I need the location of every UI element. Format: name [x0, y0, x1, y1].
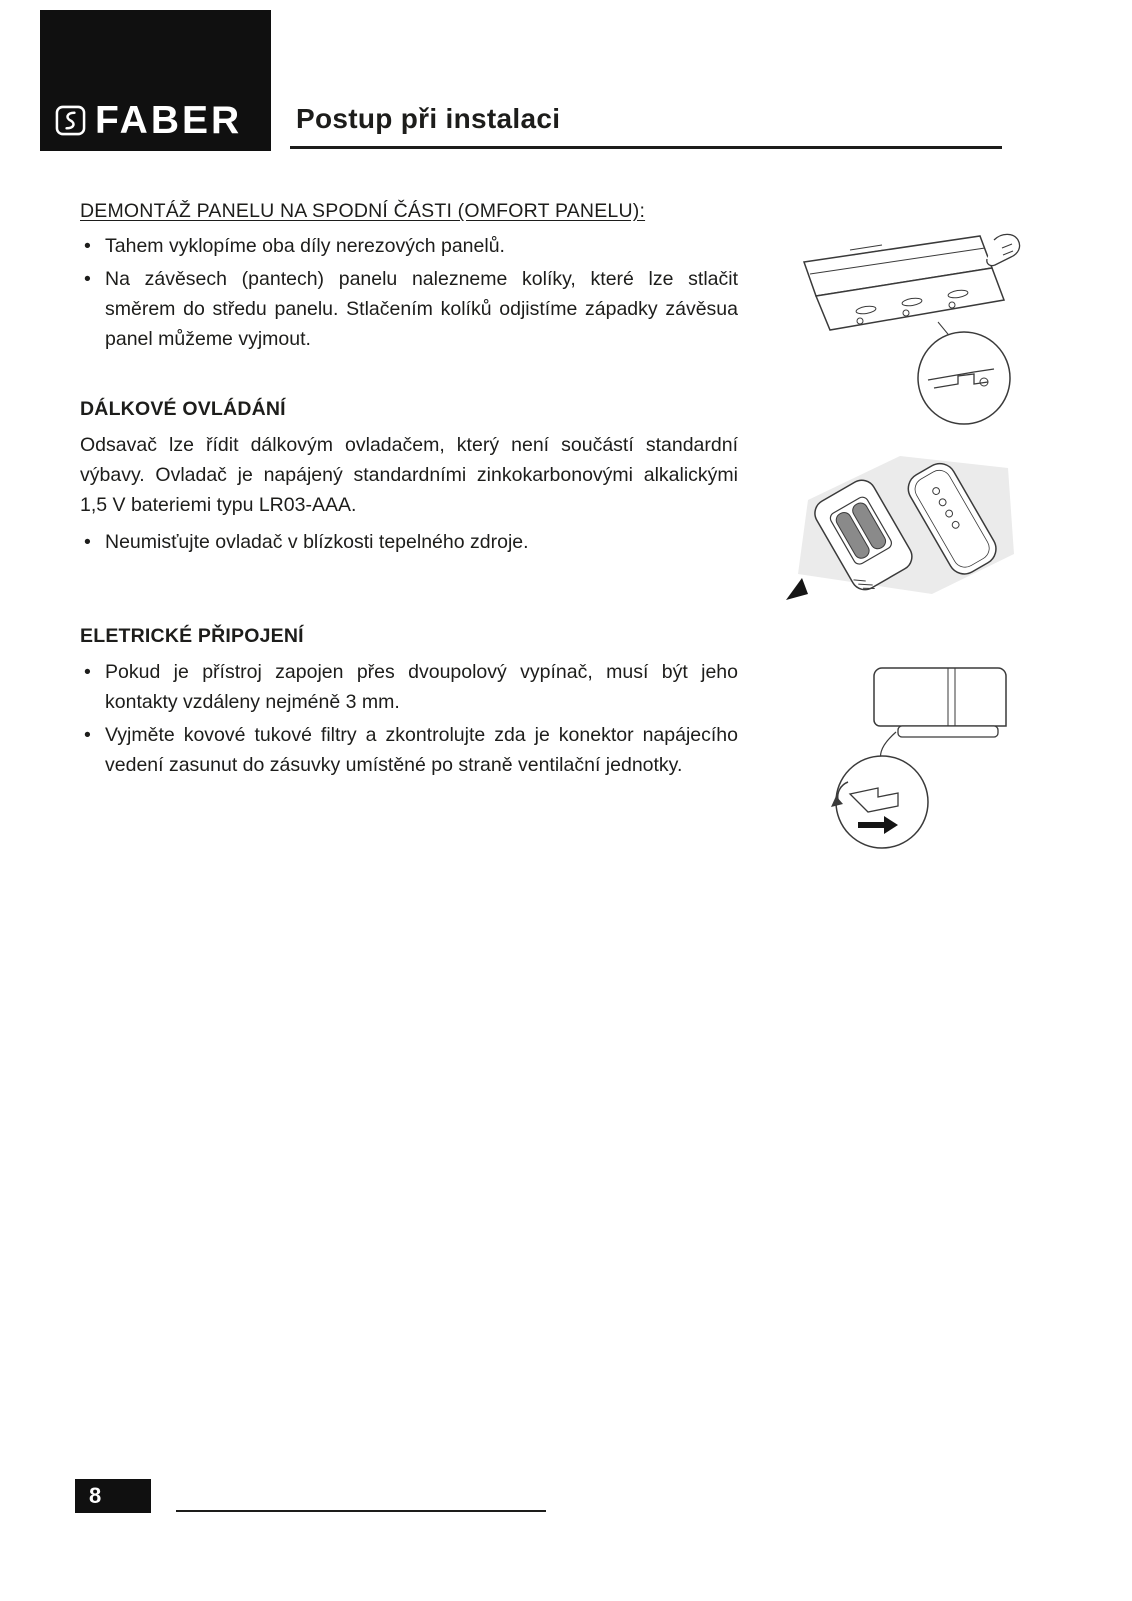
header-rule	[290, 146, 1002, 149]
bullet-text: Na závěsech (pantech) panelu nalezneme kolíky, které lze stlačit směrem do středu panelu. Stlačením kolíků odjistíme západky závěsua panel můžeme vyjmout.	[105, 268, 738, 350]
bullet-item	[80, 264, 738, 354]
section-heading-electrical-connection: ELETRICKÉ PŘIPOJENÍ	[80, 625, 304, 647]
page-number: 8	[89, 1483, 102, 1508]
page-number-box	[75, 1479, 151, 1513]
footer-rule	[176, 1510, 546, 1512]
bullet-marker: •	[84, 268, 91, 290]
faber-logo-icon	[55, 105, 86, 136]
bullet-item	[80, 231, 738, 261]
section-panel-removal	[80, 196, 738, 354]
section-remote-control	[80, 394, 738, 557]
bullet-text: Pokud je přístroj zapojen přes dvoupolový vypínač, musí být jeho kontakty vzdáleny nejméně 3 mm.	[105, 661, 738, 713]
bullet-marker: •	[84, 661, 91, 683]
figure-hood-panel	[788, 222, 1026, 427]
bullet-text: Tahem vyklopíme oba díly nerezových panelů.	[105, 235, 505, 257]
bullet-text: Neumisťujte ovladač v blízkosti tepelného zdroje.	[105, 531, 529, 553]
section-heading-remote-control: DÁLKOVÉ OVLÁDÁNÍ	[80, 398, 286, 420]
hood-panel-illustration	[788, 222, 1026, 427]
section-electrical-connection	[80, 621, 738, 780]
figure-electrical-connection	[812, 662, 1027, 852]
figure-remote-control	[772, 442, 1020, 612]
section-heading-panel-removal: DEMONTÁŽ PANELU NA SPODNÍ ČÁSTI (OMFORT PANELU):	[80, 200, 646, 222]
bullet-item	[80, 657, 738, 717]
body-text	[80, 196, 738, 780]
bullet-item	[80, 527, 738, 557]
page-title: Postup při instalaci	[296, 103, 561, 134]
bullet-marker: •	[84, 235, 91, 257]
brand-name: FABER	[95, 99, 243, 142]
electrical-connection-illustration	[812, 662, 1027, 852]
faber-logo	[40, 10, 271, 151]
bullet-item	[80, 720, 738, 780]
bullet-text: Vyjměte kovové tukové filtry a zkontrolujte zda je konektor napájecího vedení zasunut do zásuvky umístěné po straně ventilační jednotky.	[105, 724, 738, 776]
remote-control-illustration	[772, 442, 1020, 612]
bullet-marker: •	[84, 531, 91, 553]
bullet-marker: •	[84, 724, 91, 746]
remote-intro-paragraph: Odsavač lze řídit dálkovým ovladačem, který není součástí standardní výbavy. Ovladač je napájený standardními zinkokarbonovými alkalickými 1,5 V bateriemi typu LR03-AAA.	[80, 434, 738, 516]
